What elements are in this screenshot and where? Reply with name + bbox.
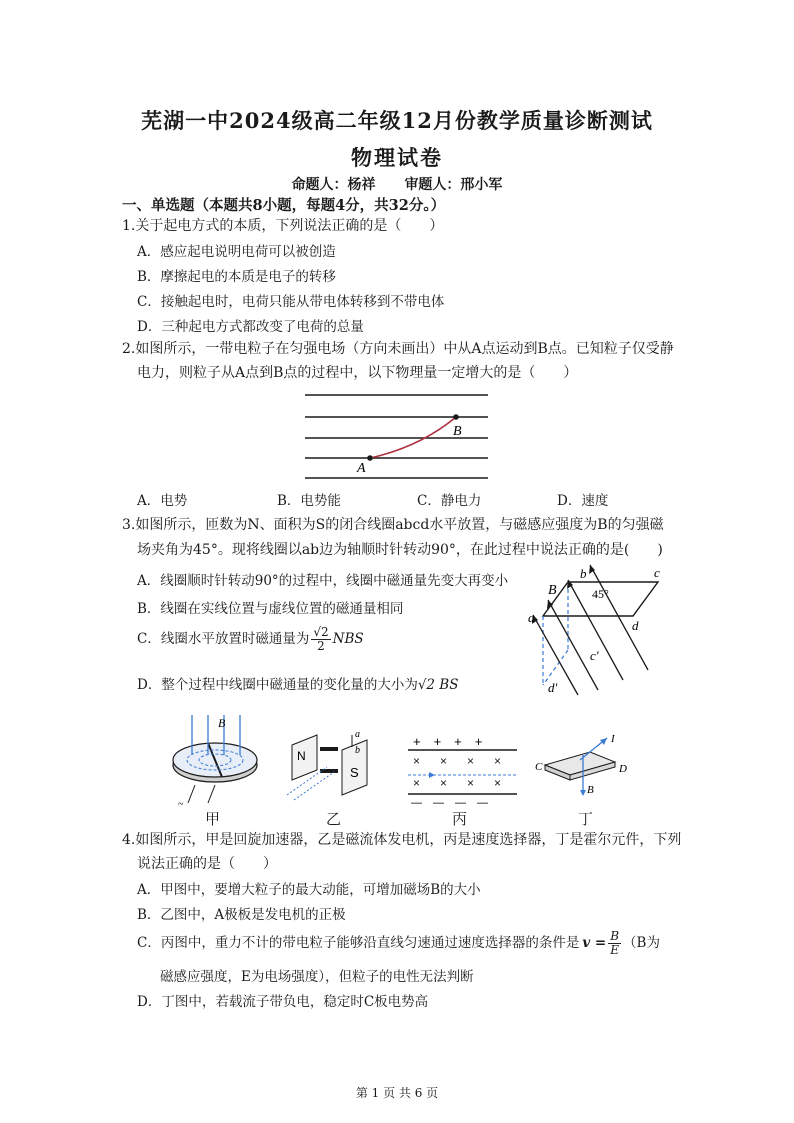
figure-jia-cyclotron	[160, 715, 270, 810]
ding-label-b: B	[587, 784, 594, 796]
exam-subtitle: 物理试卷	[351, 145, 443, 170]
q2-point-a	[367, 455, 373, 461]
q3-label-d: d	[632, 618, 639, 633]
q1-option-a: A．感应起电说明电荷可以被创造	[137, 244, 336, 260]
q3-label-d-prime: d'	[548, 680, 558, 695]
caption-ding: 丁	[578, 810, 594, 828]
exam-title: 芜湖一中2024级高二年级12月份教学质量诊断测试	[141, 108, 653, 133]
q3-label-angle: 45°	[592, 587, 609, 601]
bing-minus-signs: — — — —	[411, 797, 488, 807]
q2-stem-line2: 电力，则粒子从A点到B点的过程中，以下物理量一定增大的是（ ）	[137, 365, 578, 381]
q2-option-d: D．速度	[557, 493, 609, 509]
q2-label-b: B	[453, 424, 462, 439]
svg-text:×: ×	[440, 754, 448, 768]
q1-option-d: D．三种起电方式都改变了电荷的总量	[137, 319, 364, 335]
q3-coil-figure	[528, 560, 678, 700]
q1-option-c: C．接触起电时，电荷只能从带电体转移到不带电体	[137, 294, 445, 310]
caption-yi: 乙	[326, 810, 342, 828]
figure-ding-hall-element	[535, 730, 635, 805]
q3-option-b: B．线圈在实线位置与虚线位置的磁通量相同	[137, 601, 404, 617]
yi-label-a: a	[355, 729, 360, 740]
q3-label-c: c	[654, 565, 660, 580]
q4-option-c: C．丙图中，重力不计的带电粒子能够沿直线匀速通过速度选择器的条件是 v = $\frac{B}{E}$ （B为	[137, 929, 660, 957]
q2-field-figure	[300, 385, 495, 485]
q4-option-c-fraction: $\frac{B}{E}$	[610, 929, 620, 957]
q2-option-a: A．电势	[137, 493, 188, 509]
q2-stem-line1: 2.如图所示，一带电粒子在匀强电场（方向未画出）中从A点运动到B点。已知粒子仅受静	[122, 341, 674, 357]
q4-option-c-line2: 磁感应强度，E为电场强度），但粒子的电性无法判断	[160, 969, 474, 985]
ding-label-d: D	[619, 763, 627, 775]
figure-yi-mhd-generator	[282, 725, 392, 805]
q1-stem: 1.关于起电方式的本质，下列说法正确的是（ ）	[122, 218, 444, 234]
q3-stem-line1: 3.如图所示，匝数为N、面积为S的闭合线圈abcd水平放置，与磁感应强度为B的匀强磁	[122, 517, 664, 533]
yi-label-n: N	[297, 749, 306, 763]
bing-plus-signs: + + + +	[413, 734, 483, 749]
q3-label-b: b	[580, 566, 587, 581]
authors-line	[0, 174, 794, 194]
ding-label-c: C	[535, 761, 543, 773]
q3-label-field-b: B	[548, 583, 557, 598]
ding-label-i: I	[611, 733, 615, 745]
q3-option-c-fraction: $\frac{√2}{2}$	[313, 625, 329, 653]
q2-label-a: A	[357, 461, 366, 476]
svg-text:×: ×	[440, 776, 448, 790]
svg-text:×: ×	[494, 754, 502, 768]
caption-bing: 丙	[452, 810, 468, 828]
svg-text:×: ×	[494, 776, 502, 790]
figure-bing-velocity-selector	[405, 732, 520, 807]
svg-text:×: ×	[413, 754, 421, 768]
q3-label-a: a	[528, 610, 535, 625]
q2-option-c: C．静电力	[417, 493, 482, 509]
q4-stem-line1: 4.如图所示，甲是回旋加速器，乙是磁流体发电机，丙是速度选择器，丁是霍尔元件，下列	[122, 832, 682, 848]
q2-option-b: B．电势能	[277, 493, 341, 509]
jia-label-b: B	[218, 716, 226, 730]
q4-option-a: A．甲图中，要增大粒子的最大动能，可增加磁场B的大小	[137, 882, 481, 898]
svg-text:×: ×	[467, 754, 475, 768]
q3-option-c: C．线圈水平放置时磁通量为 $\frac{√2}{2}$ NBS	[137, 625, 364, 653]
reviewer-label: 审题人：邢小军	[404, 177, 503, 193]
yi-label-b: b	[355, 745, 360, 756]
section-heading: 一、单选题（本题共8小题，每题4分，共32分。）	[122, 197, 446, 214]
svg-text:×: ×	[467, 776, 475, 790]
q4-option-d: D．丁图中，若载流子带负电，稳定时C板电势高	[137, 994, 429, 1010]
q3-option-d: D．整个过程中线圈中磁通量的变化量的大小为√2 BS	[137, 677, 459, 693]
q3-stem-line2: 场夹角为45°。现将线圈以ab边为轴顺时针转动90°，在此过程中说法正确的是( )	[137, 542, 663, 558]
q3-label-c-prime: c'	[590, 648, 599, 663]
author-label: 命题人：杨祥	[291, 177, 376, 193]
q3-option-a: A．线圈顺时针转动90°的过程中，线圈中磁通量先变大再变小	[137, 573, 509, 589]
page-number: 第 1 页 共 6 页	[355, 1086, 439, 1100]
q1-option-b: B．摩擦起电的本质是电子的转移	[137, 269, 336, 285]
svg-text:×: ×	[413, 776, 421, 790]
svg-text:~: ~	[178, 799, 184, 810]
caption-jia: 甲	[205, 810, 221, 828]
yi-label-s: S	[350, 765, 359, 780]
q4-stem-line2: 说法正确的是（ ）	[137, 856, 277, 872]
q2-point-b	[453, 414, 459, 420]
q4-option-b: B．乙图中，A极板是发电机的正极	[137, 907, 346, 923]
q2-options	[137, 489, 697, 509]
